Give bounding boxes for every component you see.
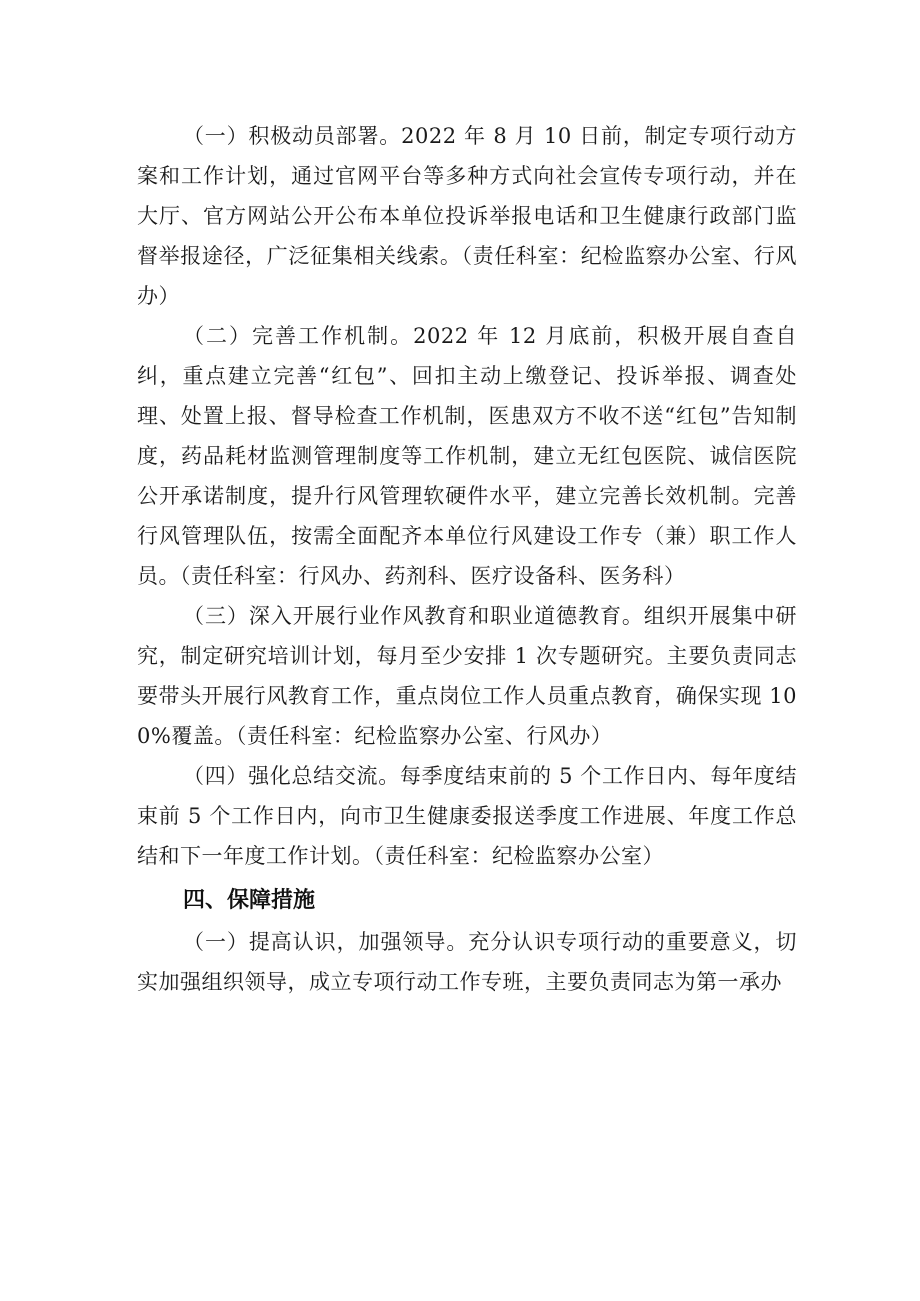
paragraph-improve-mechanism: （二）完善工作机制。2022 年 12 月底前，积极开展自查自纠，重点建立完善“红包”、回扣主动上缴登记、投诉举报、调查处理、处置上报、督导检查工作机制，医患双方不收不送“红包”告知制度，药品耗材监测管理制度等工作机制，建立无红包医院、诚信医院公开承诺制度，提升行风管理软硬件水平，建立完善长效机制。完善行风管理队伍，按需全面配齐本单位行风建设工作专（兼）职工作人员。（责任科室：行风办、药剂科、医疗设备科、医务科） bbox=[137, 324, 797, 588]
paragraph-raise-awareness: （一）提高认识，加强领导。充分认识专项行动的重要意义，切实加强组织领导，成立专项行动工作专班，主要负责同志为第一承办 bbox=[137, 930, 797, 994]
paragraph-mobilize-deploy: （一）积极动员部署。2022 年 8 月 10 日前，制定专项行动方案和工作计划，通过官网平台等多种方式向社会宣传专项行动，并在大厅、官方网站公开公布本单位投诉举报电话和卫生健康行政部门监督举报途径，广泛征集相关线索。（责任科室：纪检监察办公室、行风办） bbox=[137, 124, 797, 308]
paragraph-ethics-education: （三）深入开展行业作风教育和职业道德教育。组织开展集中研究，制定研究培训计划，每月至少安排 1 次专题研究。主要负责同志要带头开展行风教育工作，重点岗位工作人员重点教育，确保实现 100%覆盖。（责任科室：纪检监察办公室、行风办） bbox=[137, 604, 797, 748]
document-body bbox=[137, 116, 797, 1002]
paragraph-summary-exchange: （四）强化总结交流。每季度结束前的 5 个工作日内、每年度结束前 5 个工作日内，向市卫生健康委报送季度工作进展、年度工作总结和下一年度工作计划。（责任科室：纪检监察办公室） bbox=[137, 764, 797, 868]
section-heading-safeguards: 四、保障措施 bbox=[183, 888, 316, 913]
